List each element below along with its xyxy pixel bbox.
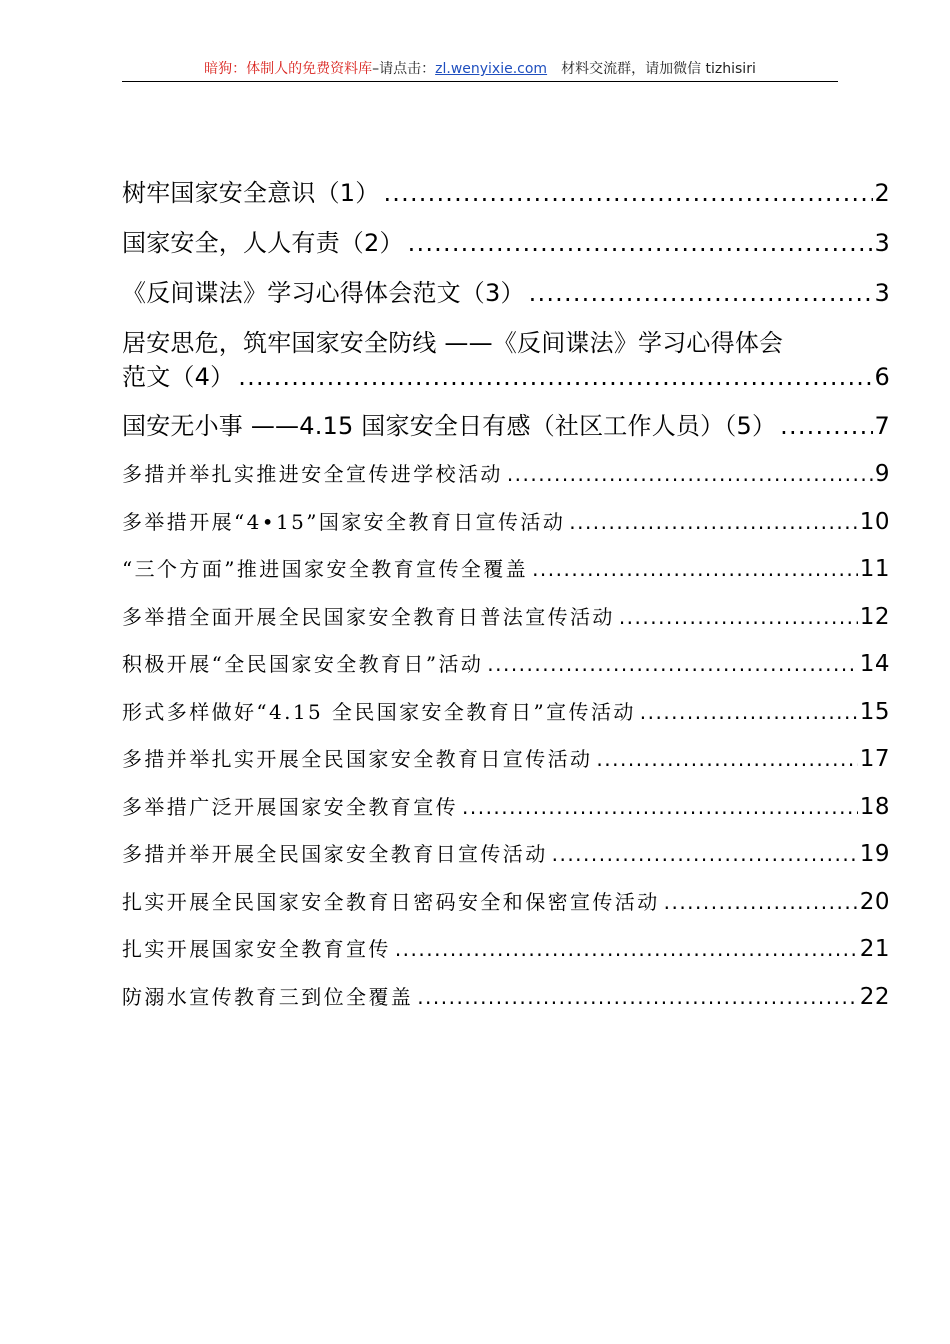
toc-entry-2[interactable] [122,228,890,258]
toc-page-number: 10 [859,509,890,535]
toc-page-number: 3 [874,229,890,257]
page-header [122,59,838,82]
toc-page-number: 2 [874,179,890,207]
toc-entry-10[interactable] [122,650,890,678]
toc-page-number: 12 [859,604,890,630]
toc-leader-dots [640,698,858,726]
toc-entry-7[interactable] [122,508,890,536]
toc-title: 多举措全面开展全民国家安全教育日普法宣传活动 [122,605,615,629]
toc-page-number: 6 [874,363,890,391]
toc-leader-dots [664,888,858,916]
toc-title: 国家安全，人人有责（2） [122,229,404,257]
toc-leader-dots [619,603,858,631]
toc-entry-1[interactable] [122,178,890,208]
toc-entry-5[interactable] [122,411,890,441]
toc-title: 国安无小事 ——4.15 国家安全日有感（社区工作人员）（5） [122,412,777,440]
toc-entry-16[interactable] [122,935,890,963]
toc-leader-dots [487,650,857,678]
toc-page-number: 9 [874,461,890,487]
toc-title: 扎实开展国家安全教育宣传 [122,937,391,961]
toc-page-number: 3 [874,279,890,307]
toc-entry-8[interactable] [122,555,890,583]
toc-title: 树牢国家安全意识（1） [122,179,380,207]
toc-title: 多措并举扎实开展全民国家安全教育日宣传活动 [122,747,593,771]
toc-leader-dots [408,228,873,258]
toc-leader-dots [238,362,872,392]
toc-entry-4[interactable] [122,362,890,392]
toc-page-number: 22 [859,984,890,1010]
toc-leader-dots [395,935,858,963]
toc-page-number: 17 [859,746,890,772]
toc-leader-dots [417,983,858,1011]
toc-title: 扎实开展全民国家安全教育日密码安全和保密宣传活动 [122,890,660,914]
toc-page-number: 19 [859,841,890,867]
toc-entry-4-line1[interactable]: 居安思危，筑牢国家安全防线 ——《反间谍法》学习心得体会 [122,329,784,357]
toc-leader-dots [532,555,858,583]
toc-leader-dots [596,745,857,773]
toc-title: 多措并举开展全民国家安全教育日宣传活动 [122,842,548,866]
toc-page-number: 7 [874,412,890,440]
toc-leader-dots [383,178,872,208]
toc-entry-12[interactable] [122,745,890,773]
toc-entry-13[interactable] [122,793,890,821]
toc-title: 范文（4） [122,363,235,391]
header-link[interactable]: zl.wenyixie.com [435,61,548,77]
toc-page-number: 21 [859,936,890,962]
toc-entry-3[interactable] [122,278,890,308]
toc-leader-dots [529,278,873,308]
toc-leader-dots [462,793,858,821]
toc-title: 多举措开展“4•15”国家安全教育日宣传活动 [122,510,566,534]
toc-title: 《反间谍法》学习心得体会范文（3） [122,279,525,307]
header-site-label: 暗狗：体制人的免费资料库 [204,61,373,77]
toc-page-number: 14 [859,651,890,677]
toc-entry-15[interactable] [122,888,890,916]
toc-entry-6[interactable] [122,460,890,488]
toc-title: 积极开展“全民国家安全教育日”活动 [122,652,484,676]
toc-entry-17[interactable] [122,983,890,1011]
toc-page-number: 11 [859,556,890,582]
header-group-label: 材料交流群，请加微信 tizhisiri [561,61,756,77]
toc-title: 形式多样做好“4.15 全民国家安全教育日”宣传活动 [122,700,636,724]
toc-leader-dots [552,840,858,868]
toc-title: “三个方面”推进国家安全教育宣传全覆盖 [122,557,529,581]
toc-entry-14[interactable] [122,840,890,868]
toc-entry-11[interactable] [122,698,890,726]
toc-title: 多举措广泛开展国家安全教育宣传 [122,795,458,819]
toc-page-number: 20 [859,889,890,915]
toc-leader-dots [507,460,873,488]
toc-title: 多措并举扎实推进安全宣传进学校活动 [122,462,503,486]
toc-page-number: 18 [859,794,890,820]
header-click-label: –请点击： [372,61,436,77]
toc-leader-dots [569,508,857,536]
toc-entry-9[interactable] [122,603,890,631]
toc-leader-dots [780,411,872,441]
toc-page-number: 15 [859,699,890,725]
toc-title: 防溺水宣传教育三到位全覆盖 [122,985,414,1009]
